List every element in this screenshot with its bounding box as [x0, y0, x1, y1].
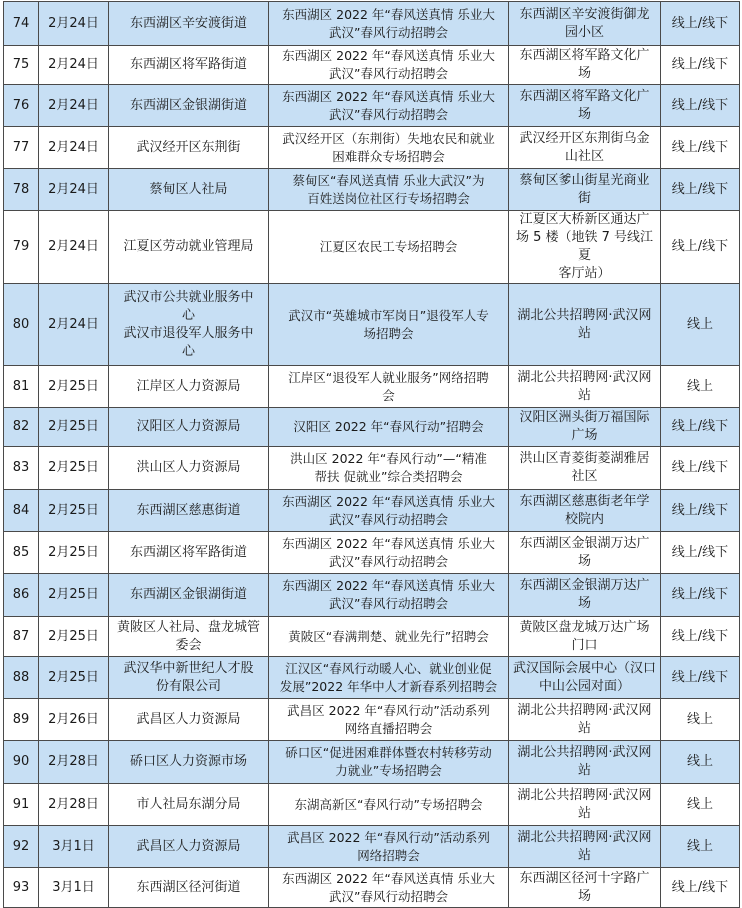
date-cell: 2月25日 — [39, 617, 109, 657]
table-row — [4, 447, 740, 490]
organizer-cell-line: 江岸区人力资源局 — [136, 378, 241, 394]
event-title-cell-line: 江汉区“春风行动暖人心、就业创业促 — [285, 660, 492, 676]
format-cell: 线上 — [661, 284, 740, 366]
event-title-cell — [269, 169, 509, 211]
venue-cell — [509, 784, 661, 826]
venue-cell-line: 社区 — [571, 469, 598, 484]
venue-cell — [509, 826, 661, 868]
date-cell: 2月28日 — [39, 741, 109, 784]
venue-cell — [509, 211, 661, 284]
table-row — [4, 784, 740, 826]
date-cell: 2月25日 — [39, 408, 109, 447]
organizer-cell — [109, 85, 269, 127]
event-title-cell-line: 东西湖区 2022 年“春风送真情 乐业大 — [282, 6, 495, 22]
date-cell: 2月28日 — [39, 784, 109, 826]
table-row — [4, 85, 740, 127]
row-number-cell: 85 — [4, 532, 39, 574]
venue-cell — [509, 127, 661, 169]
venue-cell-line: 场 — [577, 596, 591, 611]
row-number-cell: 84 — [4, 490, 39, 532]
event-title-cell-line: 东西湖区 2022 年“春风送真情 乐业大 — [282, 578, 495, 593]
date-cell: 2月24日 — [39, 211, 109, 284]
organizer-cell-line: 武汉市公共就业服务中 — [123, 289, 254, 305]
date-cell: 3月1日 — [39, 826, 109, 868]
event-title-cell — [269, 574, 509, 617]
organizer-cell-line: 江夏区劳动就业管理局 — [123, 239, 254, 254]
event-title-cell-line: 东西湖区 2022 年“春风送真情 乐业大 — [282, 870, 495, 886]
venue-cell-line: 湖北公共招聘网·武汉网 — [517, 745, 652, 760]
event-title-cell-line: 武汉”春风行动招聘会 — [329, 511, 448, 527]
row-number-cell: 77 — [4, 127, 39, 169]
table-row — [4, 408, 740, 447]
organizer-cell-line: 心 — [181, 307, 195, 323]
row-number-cell: 80 — [4, 284, 39, 366]
job-fair-schedule-table — [3, 1, 740, 908]
organizer-cell-line: 洪山区人力资源局 — [136, 460, 241, 475]
format-cell: 线上/线下 — [661, 868, 740, 908]
organizer-cell-line: 东西湖区将军路街道 — [129, 57, 247, 72]
venue-cell — [509, 366, 661, 408]
organizer-cell — [109, 532, 269, 574]
organizer-cell-line: 心 — [181, 343, 195, 359]
venue-cell-line: 湖北公共招聘网·武汉网 — [517, 369, 652, 385]
row-number-cell: 89 — [4, 699, 39, 741]
event-title-cell-line: 东湖高新区“春风行动”专场招聘会 — [294, 796, 483, 812]
venue-cell-line: 场 5 楼（地铁 7 号线江夏 — [515, 230, 654, 263]
venue-cell-line: 东西湖区辛安渡街御龙 — [519, 6, 650, 22]
format-cell: 线上/线下 — [661, 532, 740, 574]
event-title-cell-line: 力就业”专场招聘会 — [335, 763, 442, 778]
venue-cell-line: 武汉经开区东荆街乌金 — [519, 130, 650, 146]
format-cell: 线上 — [661, 741, 740, 784]
event-title-cell-line: 武汉”春风行动招聘会 — [329, 24, 448, 40]
table-row — [4, 490, 740, 532]
venue-cell-line: 湖北公共招聘网·武汉网 — [517, 702, 652, 718]
organizer-cell-line: 蔡甸区人社局 — [149, 181, 228, 197]
organizer-cell — [109, 211, 269, 284]
event-title-cell — [269, 2, 509, 46]
organizer-cell-line: 汉阳区人力资源局 — [136, 419, 241, 434]
venue-cell — [509, 868, 661, 908]
organizer-cell — [109, 366, 269, 408]
table-row — [4, 617, 740, 657]
event-title-cell-line: 武汉市“英雄城市军岗日”退役军人专 — [288, 307, 489, 323]
table-row — [4, 169, 740, 211]
venue-cell — [509, 46, 661, 85]
row-number-cell: 78 — [4, 169, 39, 211]
event-title-cell-line: 江岸区“退役军人就业服务”网络招聘 — [288, 369, 489, 385]
event-title-cell — [269, 617, 509, 657]
venue-cell-line: 校院内 — [564, 511, 604, 527]
event-title-cell-line: 场招聘会 — [363, 325, 414, 341]
date-cell: 2月24日 — [39, 127, 109, 169]
event-title-cell — [269, 868, 509, 908]
venue-cell — [509, 532, 661, 574]
venue-cell-line: 武汉国际会展中心（汉口 — [512, 660, 656, 676]
event-title-cell-line: 武汉”春风行动招聘会 — [329, 553, 448, 569]
venue-cell-line: 山社区 — [564, 148, 604, 164]
table-row — [4, 574, 740, 617]
event-title-cell — [269, 490, 509, 532]
format-cell: 线上 — [661, 699, 740, 741]
row-number-cell: 79 — [4, 211, 39, 284]
table-row — [4, 46, 740, 85]
event-title-cell-line: 武汉”春风行动招聘会 — [329, 106, 448, 122]
table-row — [4, 284, 740, 366]
organizer-cell-line: 市人社局东湖分局 — [136, 796, 241, 812]
venue-cell-line: 站 — [577, 387, 591, 403]
row-number-cell: 90 — [4, 741, 39, 784]
table-row — [4, 657, 740, 699]
date-cell: 3月1日 — [39, 868, 109, 908]
table-row — [4, 211, 740, 284]
row-number-cell: 87 — [4, 617, 39, 657]
date-cell: 2月24日 — [39, 2, 109, 46]
venue-cell-line: 中山公园对面） — [538, 678, 630, 694]
venue-cell-line: 东西湖区金银湖万达广 — [519, 578, 650, 593]
venue-cell — [509, 617, 661, 657]
event-title-cell-line: 武昌区 2022 年“春风行动”活动系列 — [287, 702, 490, 718]
venue-cell-line: 东西湖区径河十字路广 — [519, 870, 650, 886]
event-title-cell-line: 东西湖区 2022 年“春风送真情 乐业大 — [282, 88, 495, 104]
format-cell: 线上/线下 — [661, 211, 740, 284]
venue-cell — [509, 284, 661, 366]
venue-cell-line: 站 — [577, 805, 591, 821]
venue-cell-line: 街 — [577, 190, 591, 206]
event-title-cell-line: 东西湖区 2022 年“春风送真情 乐业大 — [282, 48, 495, 63]
event-title-cell-line: 武汉”春风行动招聘会 — [329, 596, 448, 611]
event-title-cell — [269, 699, 509, 741]
organizer-cell — [109, 868, 269, 908]
event-title-cell-line: 蔡甸区“春风送真情 乐业大武汉”为 — [292, 172, 485, 188]
venue-cell — [509, 490, 661, 532]
format-cell: 线上/线下 — [661, 2, 740, 46]
organizer-cell — [109, 826, 269, 868]
organizer-cell — [109, 408, 269, 447]
venue-cell — [509, 657, 661, 699]
event-title-cell-line: 帮扶 促就业”综合类招聘会 — [314, 469, 463, 484]
event-title-cell — [269, 127, 509, 169]
row-number-cell: 82 — [4, 408, 39, 447]
row-number-cell: 74 — [4, 2, 39, 46]
venue-cell-line: 东西湖区将军路文化广 — [519, 48, 650, 63]
row-number-cell: 83 — [4, 447, 39, 490]
venue-cell — [509, 699, 661, 741]
event-title-cell-line: 武汉经开区（东荆街）失地农民和就业 — [282, 130, 495, 146]
venue-cell-line: 园小区 — [564, 24, 604, 40]
row-number-cell: 93 — [4, 868, 39, 908]
event-title-cell — [269, 741, 509, 784]
organizer-cell-line: 武昌区人力资源局 — [136, 838, 241, 854]
venue-cell-line: 场 — [577, 553, 591, 569]
date-cell: 2月25日 — [39, 490, 109, 532]
venue-cell-line: 站 — [577, 325, 591, 341]
event-title-cell-line: 硚口区“促进困难群体暨农村转移劳动 — [285, 745, 492, 760]
date-cell: 2月25日 — [39, 447, 109, 490]
organizer-cell — [109, 617, 269, 657]
event-title-cell-line: 汉阳区 2022 年“春风行动”招聘会 — [293, 419, 484, 434]
event-title-cell-line: 发展”2022 年华中人才新春系列招聘会 — [279, 678, 498, 694]
venue-cell-line: 洪山区青菱街菱湖雅居 — [519, 451, 650, 466]
table-row — [4, 699, 740, 741]
venue-cell-line: 广场 — [571, 428, 598, 443]
venue-cell — [509, 2, 661, 46]
venue-cell-line: 场 — [577, 106, 591, 122]
organizer-cell — [109, 490, 269, 532]
format-cell: 线上 — [661, 784, 740, 826]
table-row — [4, 2, 740, 46]
format-cell: 线上/线下 — [661, 657, 740, 699]
venue-cell — [509, 169, 661, 211]
event-title-cell — [269, 46, 509, 85]
venue-cell-line: 江夏区大桥新区通达广 — [519, 212, 650, 227]
venue-cell-line: 客厅站） — [558, 266, 611, 281]
event-title-cell — [269, 826, 509, 868]
event-title-cell-line: 黄陂区“春满荆楚、就业先行”招聘会 — [288, 628, 489, 644]
event-title-cell-line: 武汉”春风行动招聘会 — [329, 66, 448, 81]
venue-cell-line: 东西湖区慈惠街老年学 — [519, 493, 650, 509]
organizer-cell-line: 东西湖区辛安渡街道 — [129, 15, 247, 31]
venue-cell — [509, 447, 661, 490]
event-title-cell-line: 网络招聘会 — [357, 847, 420, 863]
venue-cell-line: 场 — [577, 66, 591, 81]
organizer-cell — [109, 46, 269, 85]
format-cell: 线上/线下 — [661, 447, 740, 490]
table-row — [4, 868, 740, 908]
event-title-cell — [269, 784, 509, 826]
date-cell: 2月24日 — [39, 46, 109, 85]
date-cell: 2月26日 — [39, 699, 109, 741]
row-number-cell: 76 — [4, 85, 39, 127]
organizer-cell-line: 武汉市退役军人服务中 — [123, 325, 254, 341]
venue-cell-line: 黄陂区盘龙城万达广场 — [519, 619, 650, 635]
event-title-cell-line: 武汉”春风行动招聘会 — [329, 888, 448, 904]
organizer-cell — [109, 447, 269, 490]
venue-cell-line: 湖北公共招聘网·武汉网 — [517, 829, 652, 845]
format-cell: 线上/线下 — [661, 490, 740, 532]
row-number-cell: 81 — [4, 366, 39, 408]
format-cell: 线上/线下 — [661, 408, 740, 447]
format-cell: 线上/线下 — [661, 169, 740, 211]
venue-cell-line: 站 — [577, 720, 591, 736]
format-cell: 线上 — [661, 826, 740, 868]
table-row — [4, 127, 740, 169]
table-row — [4, 366, 740, 408]
date-cell: 2月25日 — [39, 366, 109, 408]
venue-cell — [509, 408, 661, 447]
event-title-cell — [269, 85, 509, 127]
venue-cell-line: 蔡甸区爹山街星光商业 — [519, 172, 650, 188]
format-cell: 线上/线下 — [661, 617, 740, 657]
row-number-cell: 88 — [4, 657, 39, 699]
format-cell: 线上/线下 — [661, 46, 740, 85]
event-title-cell — [269, 532, 509, 574]
venue-cell-line: 湖北公共招聘网·武汉网 — [517, 787, 652, 803]
row-number-cell: 75 — [4, 46, 39, 85]
table-row — [4, 741, 740, 784]
event-title-cell — [269, 408, 509, 447]
event-title-cell-line: 武昌区 2022 年“春风行动”活动系列 — [287, 829, 490, 845]
organizer-cell — [109, 784, 269, 826]
row-number-cell: 86 — [4, 574, 39, 617]
organizer-cell — [109, 699, 269, 741]
venue-cell-line: 站 — [577, 763, 591, 778]
venue-cell-line: 东西湖区金银湖万达广 — [519, 535, 650, 551]
organizer-cell — [109, 127, 269, 169]
table-body — [4, 2, 740, 908]
format-cell: 线上 — [661, 366, 740, 408]
organizer-cell-line: 武汉华中新世纪人才股 — [123, 660, 254, 676]
event-title-cell-line: 会 — [382, 387, 395, 403]
organizer-cell-line: 武汉经开区东荆街 — [136, 139, 241, 155]
date-cell: 2月24日 — [39, 284, 109, 366]
organizer-cell — [109, 169, 269, 211]
venue-cell — [509, 85, 661, 127]
row-number-cell: 92 — [4, 826, 39, 868]
event-title-cell-line: 江夏区农民工专场招聘会 — [319, 239, 458, 254]
venue-cell — [509, 574, 661, 617]
event-title-cell-line: 东西湖区 2022 年“春风送真情 乐业大 — [282, 535, 495, 551]
venue-cell — [509, 741, 661, 784]
venue-cell-line: 湖北公共招聘网·武汉网 — [517, 307, 652, 323]
table-row — [4, 826, 740, 868]
event-title-cell-line: 洪山区 2022 年“春风行动”—“精准 — [290, 451, 487, 466]
date-cell: 2月25日 — [39, 574, 109, 617]
event-title-cell — [269, 447, 509, 490]
date-cell: 2月25日 — [39, 657, 109, 699]
organizer-cell — [109, 574, 269, 617]
organizer-cell-line: 硚口区人力资源市场 — [129, 754, 247, 769]
event-title-cell — [269, 366, 509, 408]
venue-cell-line: 汉阳区洲头街万福国际 — [519, 410, 650, 425]
date-cell: 2月24日 — [39, 169, 109, 211]
format-cell: 线上/线下 — [661, 85, 740, 127]
venue-cell-line: 东西湖区将军路文化广 — [519, 88, 650, 104]
organizer-cell-line: 东西湖区金银湖街道 — [129, 97, 247, 113]
event-title-cell-line: 东西湖区 2022 年“春风送真情 乐业大 — [282, 493, 495, 509]
organizer-cell — [109, 741, 269, 784]
organizer-cell — [109, 284, 269, 366]
organizer-cell-line: 东西湖区慈惠街道 — [136, 502, 241, 518]
organizer-cell-line: 委会 — [175, 637, 202, 653]
event-title-cell — [269, 211, 509, 284]
format-cell: 线上/线下 — [661, 127, 740, 169]
organizer-cell — [109, 657, 269, 699]
date-cell: 2月25日 — [39, 532, 109, 574]
venue-cell-line: 场 — [577, 888, 591, 904]
organizer-cell-line: 份有限公司 — [155, 678, 221, 694]
event-title-cell — [269, 657, 509, 699]
date-cell: 2月24日 — [39, 85, 109, 127]
venue-cell-line: 站 — [577, 847, 591, 863]
organizer-cell-line: 东西湖区径河街道 — [136, 879, 241, 895]
event-title-cell-line: 困难群众专场招聘会 — [332, 148, 445, 164]
organizer-cell-line: 武昌区人力资源局 — [136, 711, 241, 727]
event-title-cell-line: 网络直播招聘会 — [344, 720, 433, 736]
event-title-cell — [269, 284, 509, 366]
venue-cell-line: 门口 — [571, 637, 598, 653]
format-cell: 线上/线下 — [661, 574, 740, 617]
table-row — [4, 532, 740, 574]
organizer-cell-line: 东西湖区金银湖街道 — [129, 587, 247, 602]
organizer-cell-line: 东西湖区将军路街道 — [129, 544, 247, 560]
event-title-cell-line: 百姓送岗位社区行专场招聘会 — [307, 190, 470, 206]
organizer-cell — [109, 2, 269, 46]
organizer-cell-line: 黄陂区人社局、盘龙城管 — [116, 619, 260, 635]
row-number-cell: 91 — [4, 784, 39, 826]
